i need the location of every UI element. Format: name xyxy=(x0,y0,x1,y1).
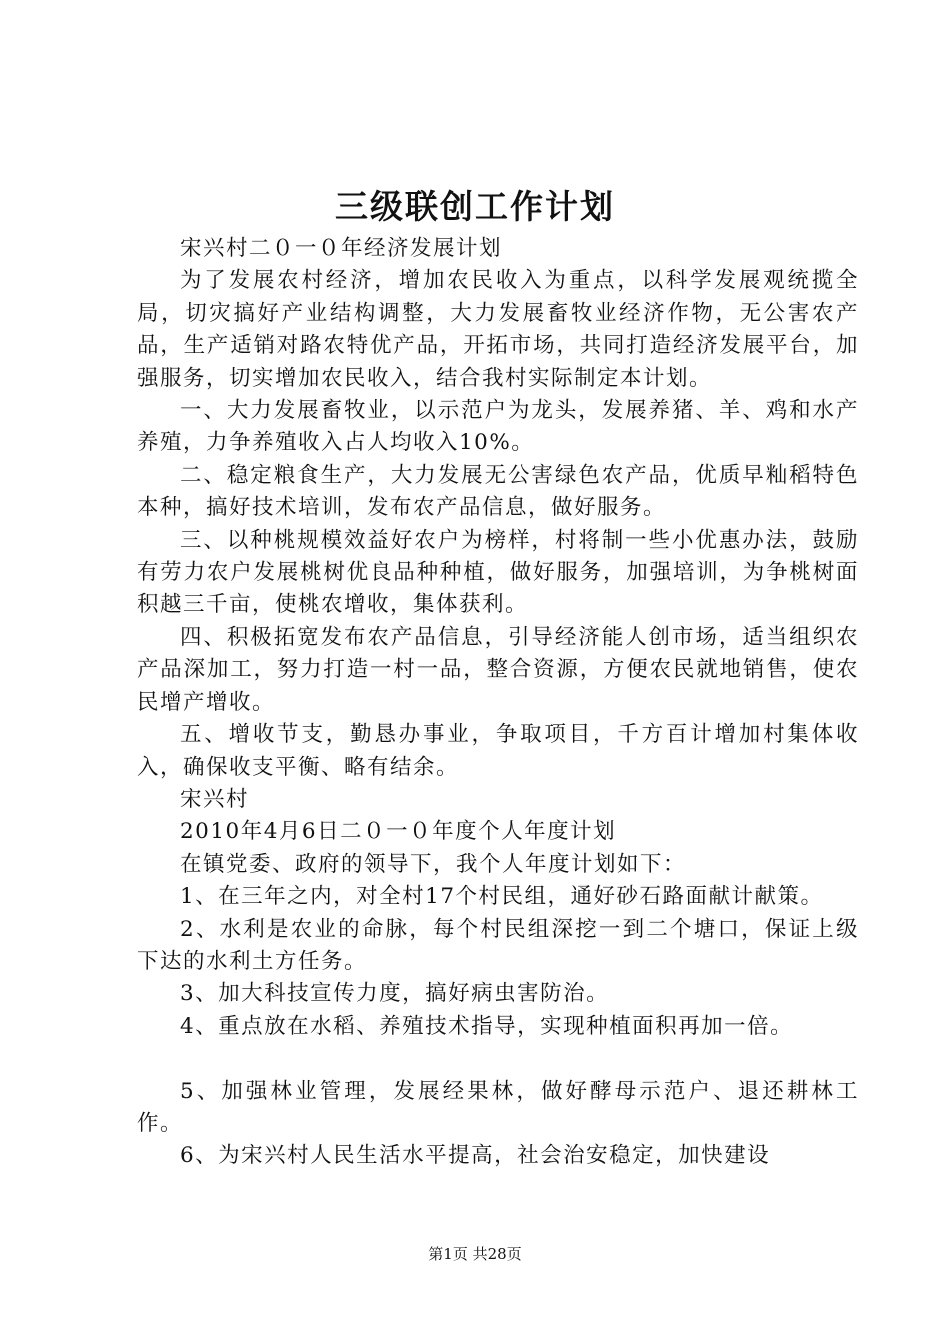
document-title: 三级联创工作计划 xyxy=(335,187,615,226)
page-number: 第1页 共28页 xyxy=(428,1245,522,1263)
paragraph-personal-5: 5、加强林业管理，发展经果林，做好酵母示范户、退还耕林工作。 xyxy=(137,1078,859,1136)
paragraph-date-heading: 2010年4月6日二０一０年度个人年度计划 xyxy=(180,819,617,845)
paragraph-intro: 为了发展农村经济，增加农民收入为重点，以科学发展观统揽全局，切灾搞好产业结构调整，大力发展畜牧业经济作物，无公害农产品，生产适销对路农特优产品，开拓市场，共同打造经济发展平台，加强服务，切实增加农民收入，结合我村实际制定本计划。 xyxy=(137,268,859,391)
paragraph-item-4: 四、积极拓宽发布农产品信息，引导经济能人创市场，适当组织农产品深加工，努力打造一村一品，整合资源，方便农民就地销售，使农民增产增收。 xyxy=(137,624,859,715)
paragraph-personal-6: 6、为宋兴村人民生活水平提高，社会治安稳定，加快建设 xyxy=(180,1143,771,1169)
paragraph-personal-2: 2、水利是农业的命脉，每个村民组深挖一到二个塘口，保证上级下达的水利土方任务。 xyxy=(137,916,859,974)
paragraph-personal-intro: 在镇党委、政府的领导下，我个人年度计划如下： xyxy=(180,851,687,877)
paragraph-item-5: 五、增收节支，勤恳办事业，争取项目，千方百计增加村集体收入，确保收支平衡、略有结余。 xyxy=(137,722,859,780)
paragraph-plan-heading: 宋兴村二０一０年经济发展计划 xyxy=(180,236,503,261)
paragraph-signature: 宋兴村 xyxy=(180,786,250,812)
paragraph-personal-4: 4、重点放在水稻、养殖技术指导，实现种植面积再加一倍。 xyxy=(180,1013,794,1039)
paragraph-item-3: 三、以种桃规模效益好农户为榜样，村将制一些小优惠办法，鼓励有劳力农户发展桃树优良品种种植，做好服务，加强培训，为争桃树面积越三千亩，使桃农增收，集体获利。 xyxy=(137,527,859,618)
document-body xyxy=(137,233,859,1173)
paragraph-item-1: 一、大力发展畜牧业，以示范户为龙头，发展养猪、羊、鸡和水产养殖，力争养殖收入占人均收入10%。 xyxy=(137,398,859,456)
paragraph-personal-3: 3、加大科技宣传力度，搞好病虫害防治。 xyxy=(180,981,610,1007)
paragraph-spacer xyxy=(137,1043,859,1075)
paragraph-item-2: 二、稳定粮食生产，大力发展无公害绿色农产品，优质早籼稻特色本种，搞好技术培训，发布农产品信息，做好服务。 xyxy=(137,462,859,521)
paragraph-personal-1: 1、在三年之内，对全村17个村民组，通好砂石路面献计献策。 xyxy=(180,884,824,910)
